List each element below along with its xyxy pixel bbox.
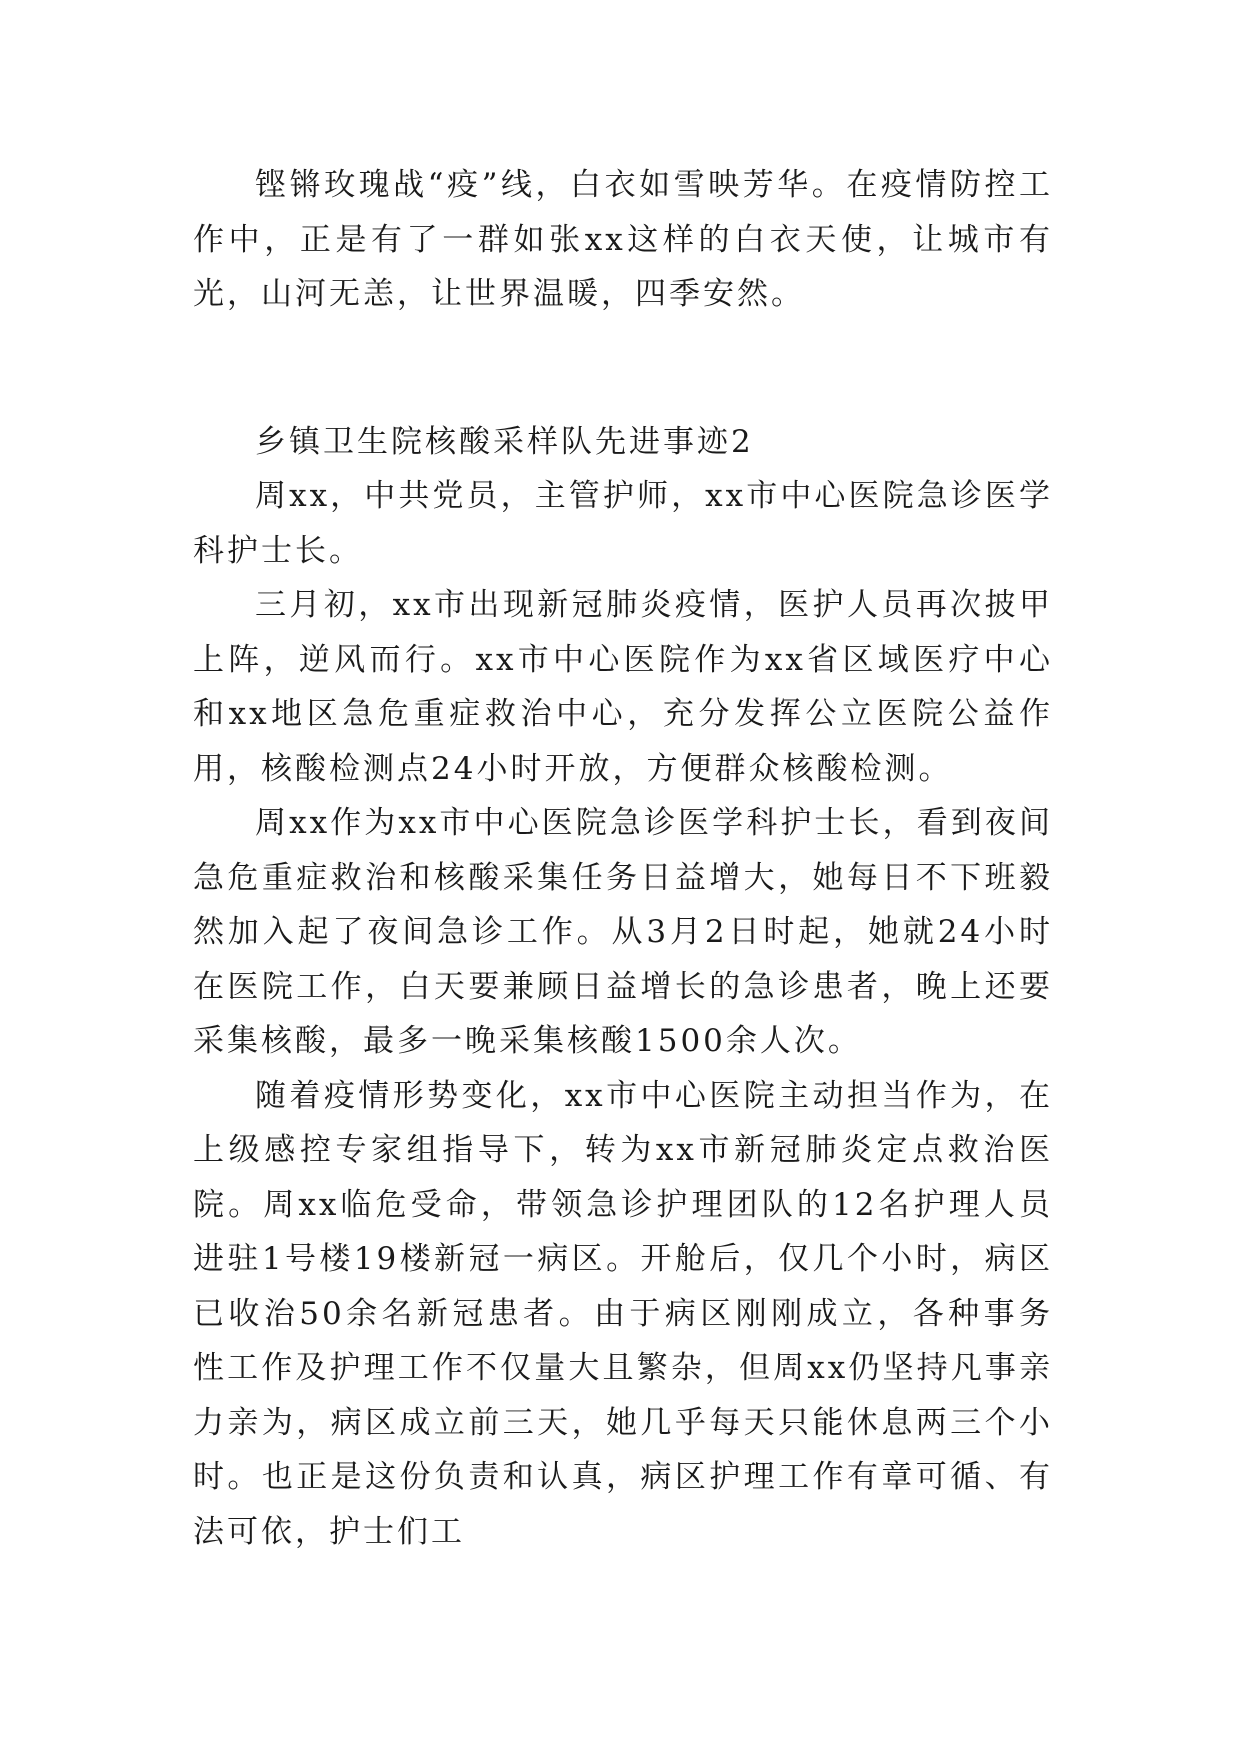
paragraph-ward: 随着疫情形势变化，xx市中心医院主动担当作为，在上级感控专家组指导下，转为xx市新冠肺炎定点救治医院。周xx临危受命，带领急诊护理团队的12名护理人员进驻1号楼19楼新冠一病区。开舱后，仅几个小时，病区已收治50余名新冠患者。由于病区刚刚成立，各种事务性工作及护理工作不仅量大且繁杂，但周xx仍坚持凡事亲力亲为，病区成立前三天，她几乎每天只能休息两三个小时。也正是这份负责和认真，病区护理工作有章可循、有法可依，护士们工 xyxy=(193,1077,1053,1550)
section-spacer xyxy=(193,322,1053,415)
section-title: 乡镇卫生院核酸采样队先进事迹2 xyxy=(255,423,754,460)
intro-paragraph: 铿锵玫瑰战“疫”线，白衣如雪映芳华。在疫情防控工作中，正是有了一群如张xx这样的白衣天使，让城市有光，山河无恙，让世界温暖，四季安然。 xyxy=(193,167,1053,312)
paragraph-outbreak: 三月初，xx市出现新冠肺炎疫情，医护人员再次披甲上阵，逆风而行。xx市中心医院作为xx省区域医疗中心和xx地区急危重症救治中心，充分发挥公立医院公益作用，核酸检测点24小时开放，方便群众核酸检测。 xyxy=(193,587,1053,787)
document-body xyxy=(193,158,1053,1559)
paragraph-profile: 周xx，中共党员，主管护师，xx市中心医院急诊医学科护士长。 xyxy=(193,478,1053,569)
paragraph-night-shift: 周xx作为xx市中心医院急诊医学科护士长，看到夜间急危重症救治和核酸采集任务日益增大，她每日不下班毅然加入起了夜间急诊工作。从3月2日时起，她就24小时在医院工作，白天要兼顾日益增长的急诊患者，晚上还要采集核酸，最多一晚采集核酸1500余人次。 xyxy=(193,805,1053,1059)
